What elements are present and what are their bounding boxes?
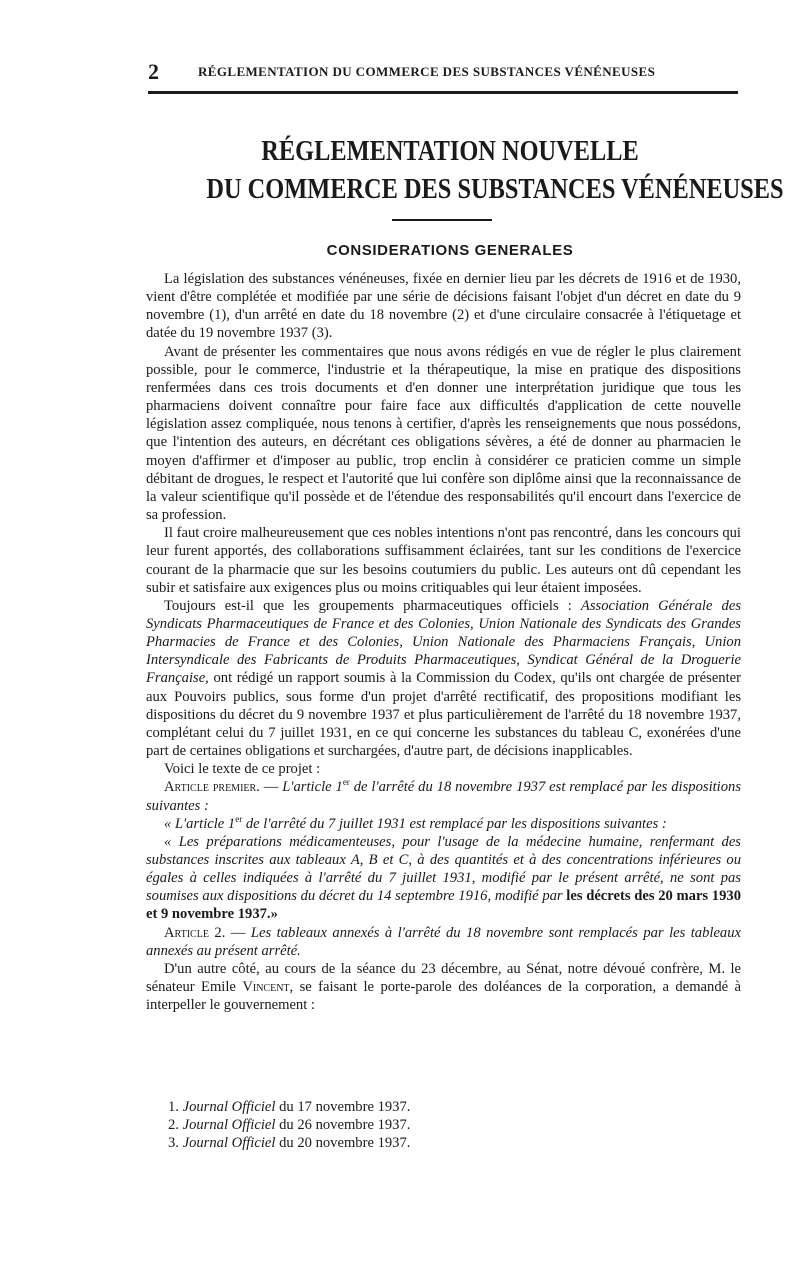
- article-2: [146, 924, 741, 960]
- main-title-line-2: DU COMMERCE DES SUBSTANCES VÉNÉNEUSES: [206, 173, 784, 205]
- footnote-3: [168, 1134, 728, 1152]
- footnote-date: du 17 novembre 1937.: [279, 1099, 411, 1115]
- body-text: [146, 270, 741, 1014]
- article-1-text-b: de l'arrêté du 18 novembre 1937 est remplacé par les dispositions suivantes :: [146, 779, 742, 814]
- article-1-sup: er: [342, 777, 350, 788]
- quote-1-sup: er: [235, 813, 243, 824]
- article-1-text-a: L'article 1: [282, 779, 343, 796]
- paragraph-3: Il faut croire malheureusement que ces nobles intentions n'ont pas rencontré, dans les concours qui leur furent apportés, des collaborations suffisamment éclairées, tant sur les conditions de l'exercice courant de la pharmacie que sur les besoins coutumiers du public. Les auteurs ont dû cependant les subir et satisfaire aux exigences plus ou moins critiquables qui leur étaient imposées.: [146, 525, 741, 596]
- footnote-number: 1.: [168, 1099, 179, 1115]
- page-number: 2: [148, 59, 159, 84]
- article-2-label: Article 2.: [164, 924, 226, 941]
- running-head: [148, 60, 738, 84]
- paragraph-4: [146, 597, 741, 760]
- article-1-dash: —: [259, 779, 283, 796]
- article-2-dash: —: [225, 924, 251, 941]
- footnote-journal: Journal Officiel: [182, 1099, 276, 1115]
- footnote-2: [168, 1116, 728, 1134]
- paragraph-1: La législation des substances vénéneuses, fixée en dernier lieu par les décrets de 1916 et de 1930, vient d'être complétée et modifiée par une série de décisions faisant l'objet d'un décret en date du 9 novembre (1), d'un arrêté en date du 18 novembre (2) et d'une circulaire consacrée à l'étiquetage et datée du 19 novembre 1937 (3).: [146, 271, 741, 342]
- paragraph-5: Voici le texte de ce projet :: [164, 761, 321, 778]
- footnote-journal: Journal Officiel: [182, 1117, 276, 1134]
- footnote-journal: Journal Officiel: [182, 1135, 276, 1152]
- footnote-date: du 26 novembre 1937.: [279, 1117, 411, 1134]
- title-rule: [392, 219, 492, 221]
- quote-1-text-a: « L'article 1: [164, 815, 236, 832]
- paragraph-6-text-b: , se faisant le porte-parole des doléances de la corporation, a demandé à interpeller le gouvernement :: [146, 979, 741, 1014]
- footnotes: [168, 1098, 728, 1153]
- paragraph-4-rest: ont rédigé un rapport soumis à la Commission du Codex, qu'ils ont chargée de présenter aux Pouvoirs publics, sous forme d'un projet d'arrêté rectificatif, des propositions modifiant les dispositions du décret du 9 novembre 1937 et plus particulièrement de l'arrêté du 18 novembre 1937, complétant celui du 7 juillet 1931, en ce qui concerne les substances du tableau C, exonérées d'une part de certaines obligations et surchargées, d'autre part, de décisions inapplicables.: [146, 670, 741, 760]
- main-title-line-1: RÉGLEMENTATION NOUVELLE: [261, 135, 639, 167]
- quote-2-bold: les décrets des 20 mars 1930 et 9 novembre 1937.»: [146, 888, 741, 923]
- footnote-date: du 20 novembre 1937.: [279, 1135, 411, 1152]
- quote-2: [146, 833, 741, 924]
- article-1: [146, 778, 741, 814]
- quote-1: [146, 815, 741, 833]
- header-rule: [148, 91, 738, 94]
- paragraph-4-intro: Toujours est-il que les groupements pharmaceutiques officiels :: [164, 597, 572, 614]
- article-1-label: Article premier.: [164, 779, 260, 796]
- paragraph-2: Avant de présenter les commentaires que nous avons rédigés en vue de régler le plus clairement possible, pour le commerce, l'industrie et la thérapeutique, la mise en pratique des dispositions renfermées dans ces trois documents et d'en donner une interprétation juridique que tous les pharmaciens doivent connaître pour faire face aux difficultés d'application de cette nouvelle législation assez compliquée, nous tenons à certifier, d'après les renseignements que nous possédons, que l'intention des auteurs, en décrétant ces obligations sévères, a été de donner au pharmacien le moyen d'affirmer et d'imposer au public, trop enclin à considérer ce praticien comme un simple débitant de drogues, le respect et l'autorité que lui confère son diplôme ainsi que la reconnaissance de la valeur scientifique qu'il possède et de l'étendue des responsabilités qu'il encourt dans l'exercice de sa profession.: [146, 343, 741, 524]
- quote-2-text: « Les préparations médicamenteuses, pour l'usage de la médecine humaine, renfermant des substances inscrites aux tableaux A, B et C, à des quantités et à des concentrations inférieures ou égales à celles indiquées à l'arrêté du 7 juillet 1931, modifié par le présent arrêté, ne sont pas soumises aux dispositions du décret du 14 septembre 1916, modifié par: [146, 833, 741, 905]
- paragraph-6: [146, 960, 741, 1014]
- senator-name: Vincent: [242, 979, 290, 996]
- footnote-number: 2.: [168, 1117, 179, 1134]
- footnote-number: 3.: [168, 1135, 179, 1152]
- paragraph-6-text-a: D'un autre côté, au cours de la séance du 23 décembre, au Sénat, notre dévoué confrère, M. le sénateur Emile: [146, 960, 741, 996]
- article-2-text: Les tableaux annexés à l'arrêté du 18 novembre sont remplacés par les tableaux annexés au présent arrêté.: [146, 924, 742, 959]
- footnote-1: [168, 1098, 728, 1116]
- quote-1-text-b: de l'arrêté du 7 juillet 1931 est remplacé par les dispositions suivantes :: [242, 815, 667, 832]
- running-title: RÉGLEMENTATION DU COMMERCE DES SUBSTANCES VÉNÉNEUSES: [198, 64, 656, 79]
- section-heading: CONSIDERATIONS GENERALES: [326, 242, 574, 259]
- organisations-list: Association Générale des Syndicats Pharmaceutiques de France et des Colonies, Union Nationale des Syndicats des Grandes Pharmacies de France et des Colonies, Union Nationale des Pharmaciens Français, Union Intersyndicale des Fabricants de Produits Pharmaceutiques, Syndicat Général de la Droguerie Française,: [146, 597, 742, 687]
